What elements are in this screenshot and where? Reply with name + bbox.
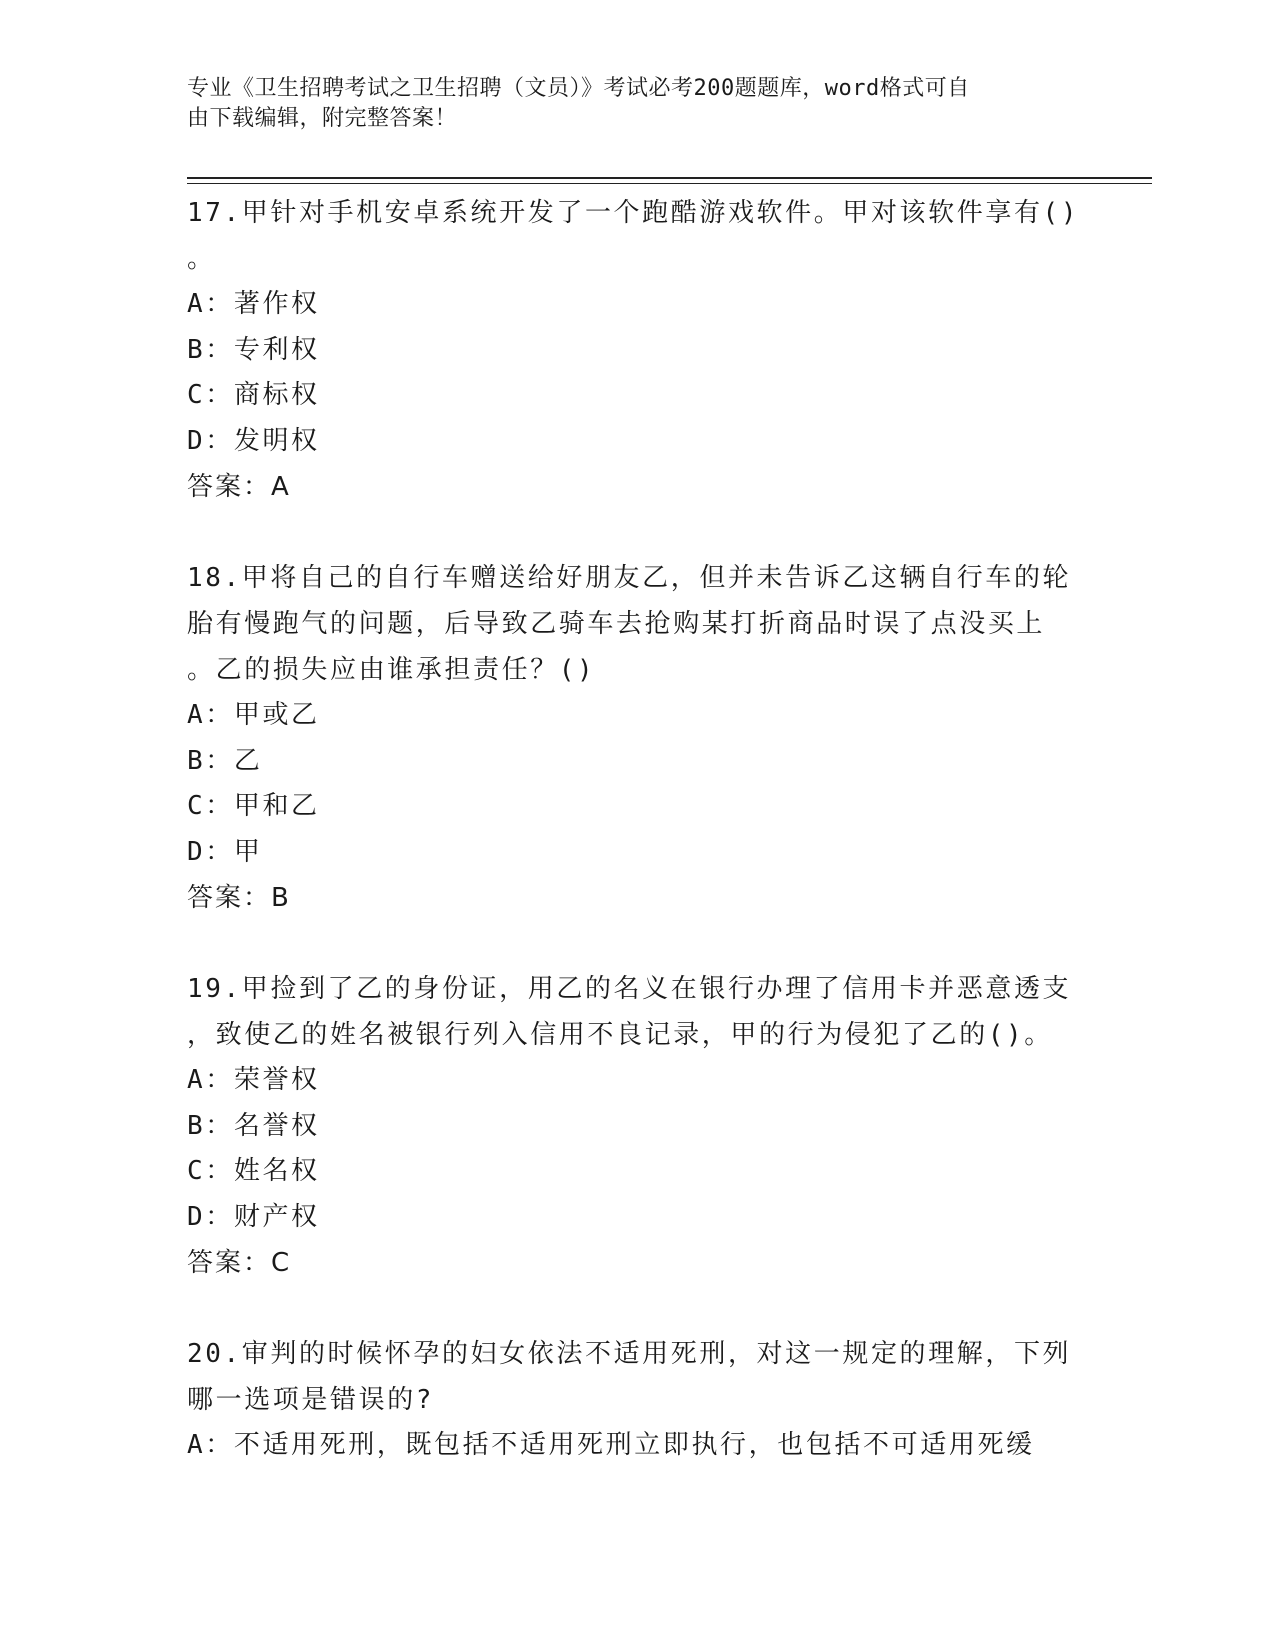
question-19	[187, 966, 1087, 1286]
header-divider-thin	[187, 183, 1152, 184]
header-line-2: 由下载编辑，附完整答案！	[187, 106, 458, 131]
option-a: A：不适用死刑，既包括不适用死刑立即执行，也包括不可适用死缓	[187, 1430, 1035, 1460]
question-text-line: 胎有慢跑气的问题，后导致乙骑车去抢购某打折商品时误了点没买上	[187, 609, 1046, 639]
answer-line: 答案：B	[187, 883, 291, 913]
question-text-line: 18.甲将自己的自行车赠送给好朋友乙，但并未告诉乙这辆自行车的轮	[187, 563, 1072, 593]
question-text-line: 。乙的损失应由谁承担责任？()	[187, 655, 596, 685]
option-a: A：荣誉权	[187, 1065, 320, 1095]
question-text-line: ，致使乙的姓名被银行列入信用不良记录，甲的行为侵犯了乙的()。	[187, 1020, 1053, 1050]
question-spacer	[187, 1286, 1087, 1331]
question-20	[187, 1331, 1087, 1469]
option-c: C：甲和乙	[187, 791, 320, 821]
header-line-1: 专业《卫生招聘考试之卫生招聘（文员）》考试必考200题题库，word格式可自	[187, 76, 970, 101]
option-b: B：专利权	[187, 334, 320, 365]
question-text-line: 。	[187, 244, 216, 274]
option-d: D：甲	[187, 836, 263, 867]
option-b: B：名誉权	[187, 1110, 320, 1141]
option-c: C：姓名权	[187, 1156, 320, 1186]
question-spacer	[187, 921, 1087, 966]
option-d: D：发明权	[187, 425, 320, 456]
answer-line: 答案：A	[187, 472, 291, 502]
question-17	[187, 190, 1087, 510]
option-d: D：财产权	[187, 1201, 320, 1232]
question-text-line: 19.甲捡到了乙的身份证，用乙的名义在银行办理了信用卡并恶意透支	[187, 974, 1072, 1004]
document-header	[187, 74, 1067, 134]
option-a: A：甲或乙	[187, 700, 320, 730]
option-a: A：著作权	[187, 289, 320, 319]
question-spacer	[187, 510, 1087, 555]
header-divider-thick	[187, 177, 1152, 179]
question-text-line: 17.甲针对手机安卓系统开发了一个跑酷游戏软件。甲对该软件享有()	[187, 198, 1080, 228]
question-text-line: 哪一选项是错误的?	[187, 1385, 435, 1415]
option-b: B：乙	[187, 745, 263, 776]
question-18	[187, 555, 1087, 921]
option-c: C：商标权	[187, 380, 320, 410]
answer-line: 答案：C	[187, 1248, 292, 1278]
question-list	[187, 190, 1087, 1469]
question-text-line: 20.审判的时候怀孕的妇女依法不适用死刑，对这一规定的理解，下列	[187, 1339, 1072, 1369]
